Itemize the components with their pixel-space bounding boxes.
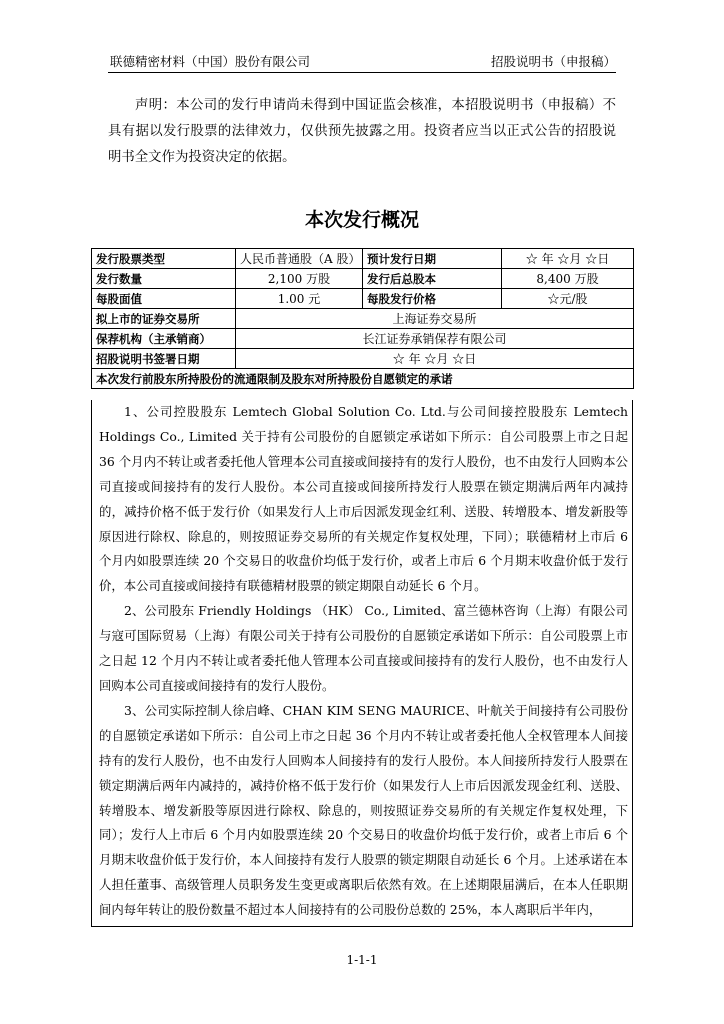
sponsor-value: 长江证券承销保荐有限公司 <box>236 329 634 349</box>
page-title: 本次发行概况 <box>304 209 419 231</box>
issue-quantity-value: 2,100 万股 <box>236 269 363 289</box>
table-row <box>92 309 634 329</box>
issue-price-label: 每股发行价格 <box>363 289 502 309</box>
page-header <box>108 50 616 73</box>
disclaimer-notice <box>108 93 616 171</box>
total-shares-value: 8,400 万股 <box>502 269 634 289</box>
page-number: 1-1-1 <box>346 953 378 967</box>
commitment-header: 本次发行前股东所持股份的流通限制及股东对所持股份自愿锁定的承诺 <box>92 369 634 389</box>
issue-overview-table <box>91 248 634 389</box>
stock-type-label: 发行股票类型 <box>92 249 236 269</box>
total-shares-label: 发行后总股本 <box>363 269 502 289</box>
table-row <box>92 349 634 369</box>
issue-date-value: ☆ 年 ☆月 ☆日 <box>502 249 634 269</box>
table-row <box>92 269 634 289</box>
commitment-paragraph-3: 3、公司实际控制人徐启峰、CHAN KIM SENG MAURICE、叶航关于间接持有公司股份的自愿锁定承诺如下所示：自公司上市之日起 36 个月内不转让或者委托他人全权管理本人间接持有的发行人股份，也不由发行人回购本人间接持有的发行人股份。本人间接所持发行人股票在锁定期满后两年内减持的，减持价格不低于发行价（如果发行人上市后因派发现金红利、送股、转增股本、增发新股等原因进行除权、除息的，则按照证券交易所的有关规定作复权处理，下同）；发行人上市后 6 个月内如股票连续 20 个交易日的收盘价均低于发行价，或者上市后 6 个月期末收盘价低于发行价，本人间接持有发行人股票的锁定期限自动延长 6 个月。上述承诺在本人担任董事、高级管理人员职务发生变更或离职后依然有效。在上述期限届满后，在本人任职期间内每年转让的股份数量不超过本人间接持有的公司股份总数的 25%，本人离职后半年内， <box>99 702 628 918</box>
table-row <box>92 249 634 269</box>
disclaimer-text: 声明：本公司的发行申请尚未得到中国证监会核准，本招股说明书（申报稿）不具有据以发行股票的法律效力，仅供预先披露之用。投资者应当以正式公告的招股说明书全文作为投资决定的依据。 <box>108 98 616 165</box>
exchange-value: 上海证券交易所 <box>236 309 634 329</box>
document-type: 招股说明书（申报稿） <box>490 54 616 69</box>
sponsor-label: 保荐机构（主承销商） <box>92 329 236 349</box>
exchange-label: 拟上市的证券交易所 <box>92 309 236 329</box>
stock-type-value: 人民币普通股（A 股） <box>236 249 363 269</box>
table-row <box>92 329 634 349</box>
commitment-text <box>92 400 632 923</box>
issue-quantity-label: 发行数量 <box>92 269 236 289</box>
commitment-paragraph-1: 1、公司控股股东 Lemtech Global Solution Co. Ltd.与公司间接控股股东 Lemtech Holdings Co., Limited 关于持有公司股份的自愿锁定承诺如下所示：自公司股票上市之日起 36 个月内不转让或者委托他人管理本公司直接或间接持有的发行人股份，也不由发行人回购本公司直接或间接持有的发行人股份。本公司直接或间接所持发行人股票在锁定期满后两年内减持的，减持价格不低于发行价（如果发行人上市后因派发现金红利、送股、转增股本、增发新股等原因进行除权、除息的，则按照证券交易所的有关规定作复权处理，下同）；联德精材上市后 6 个月内如股票连续 20 个交易日的收盘价均低于发行价，或者上市后 6 个月期末收盘价低于发行价，本公司直接或间接持有联德精材股票的锁定期限自动延长 6 个月。 <box>99 404 628 594</box>
sign-date-value: ☆ 年 ☆月 ☆日 <box>236 349 634 369</box>
table-row <box>92 289 634 309</box>
company-name: 联德精密材料（中国）股份有限公司 <box>110 54 311 69</box>
commitment-section <box>91 400 633 927</box>
par-value-label: 每股面值 <box>92 289 236 309</box>
issue-price-value: ☆元/股 <box>502 289 634 309</box>
sign-date-label: 招股说明书签署日期 <box>92 349 236 369</box>
commitment-paragraph-2: 2、公司股东 Friendly Holdings （HK） Co., Limited、富兰德林咨询（上海）有限公司与寇可国际贸易（上海）有限公司关于持有公司股份的自愿锁定承诺如下所示：自公司股票上市之日起 12 个月内不转让或者委托他人管理本公司直接或间接持有的发行人股份，也不由发行人回购本公司直接或间接持有的发行人股份。 <box>99 603 628 693</box>
table-row <box>92 369 634 389</box>
par-value-value: 1.00 元 <box>236 289 363 309</box>
issue-date-label: 预计发行日期 <box>363 249 502 269</box>
